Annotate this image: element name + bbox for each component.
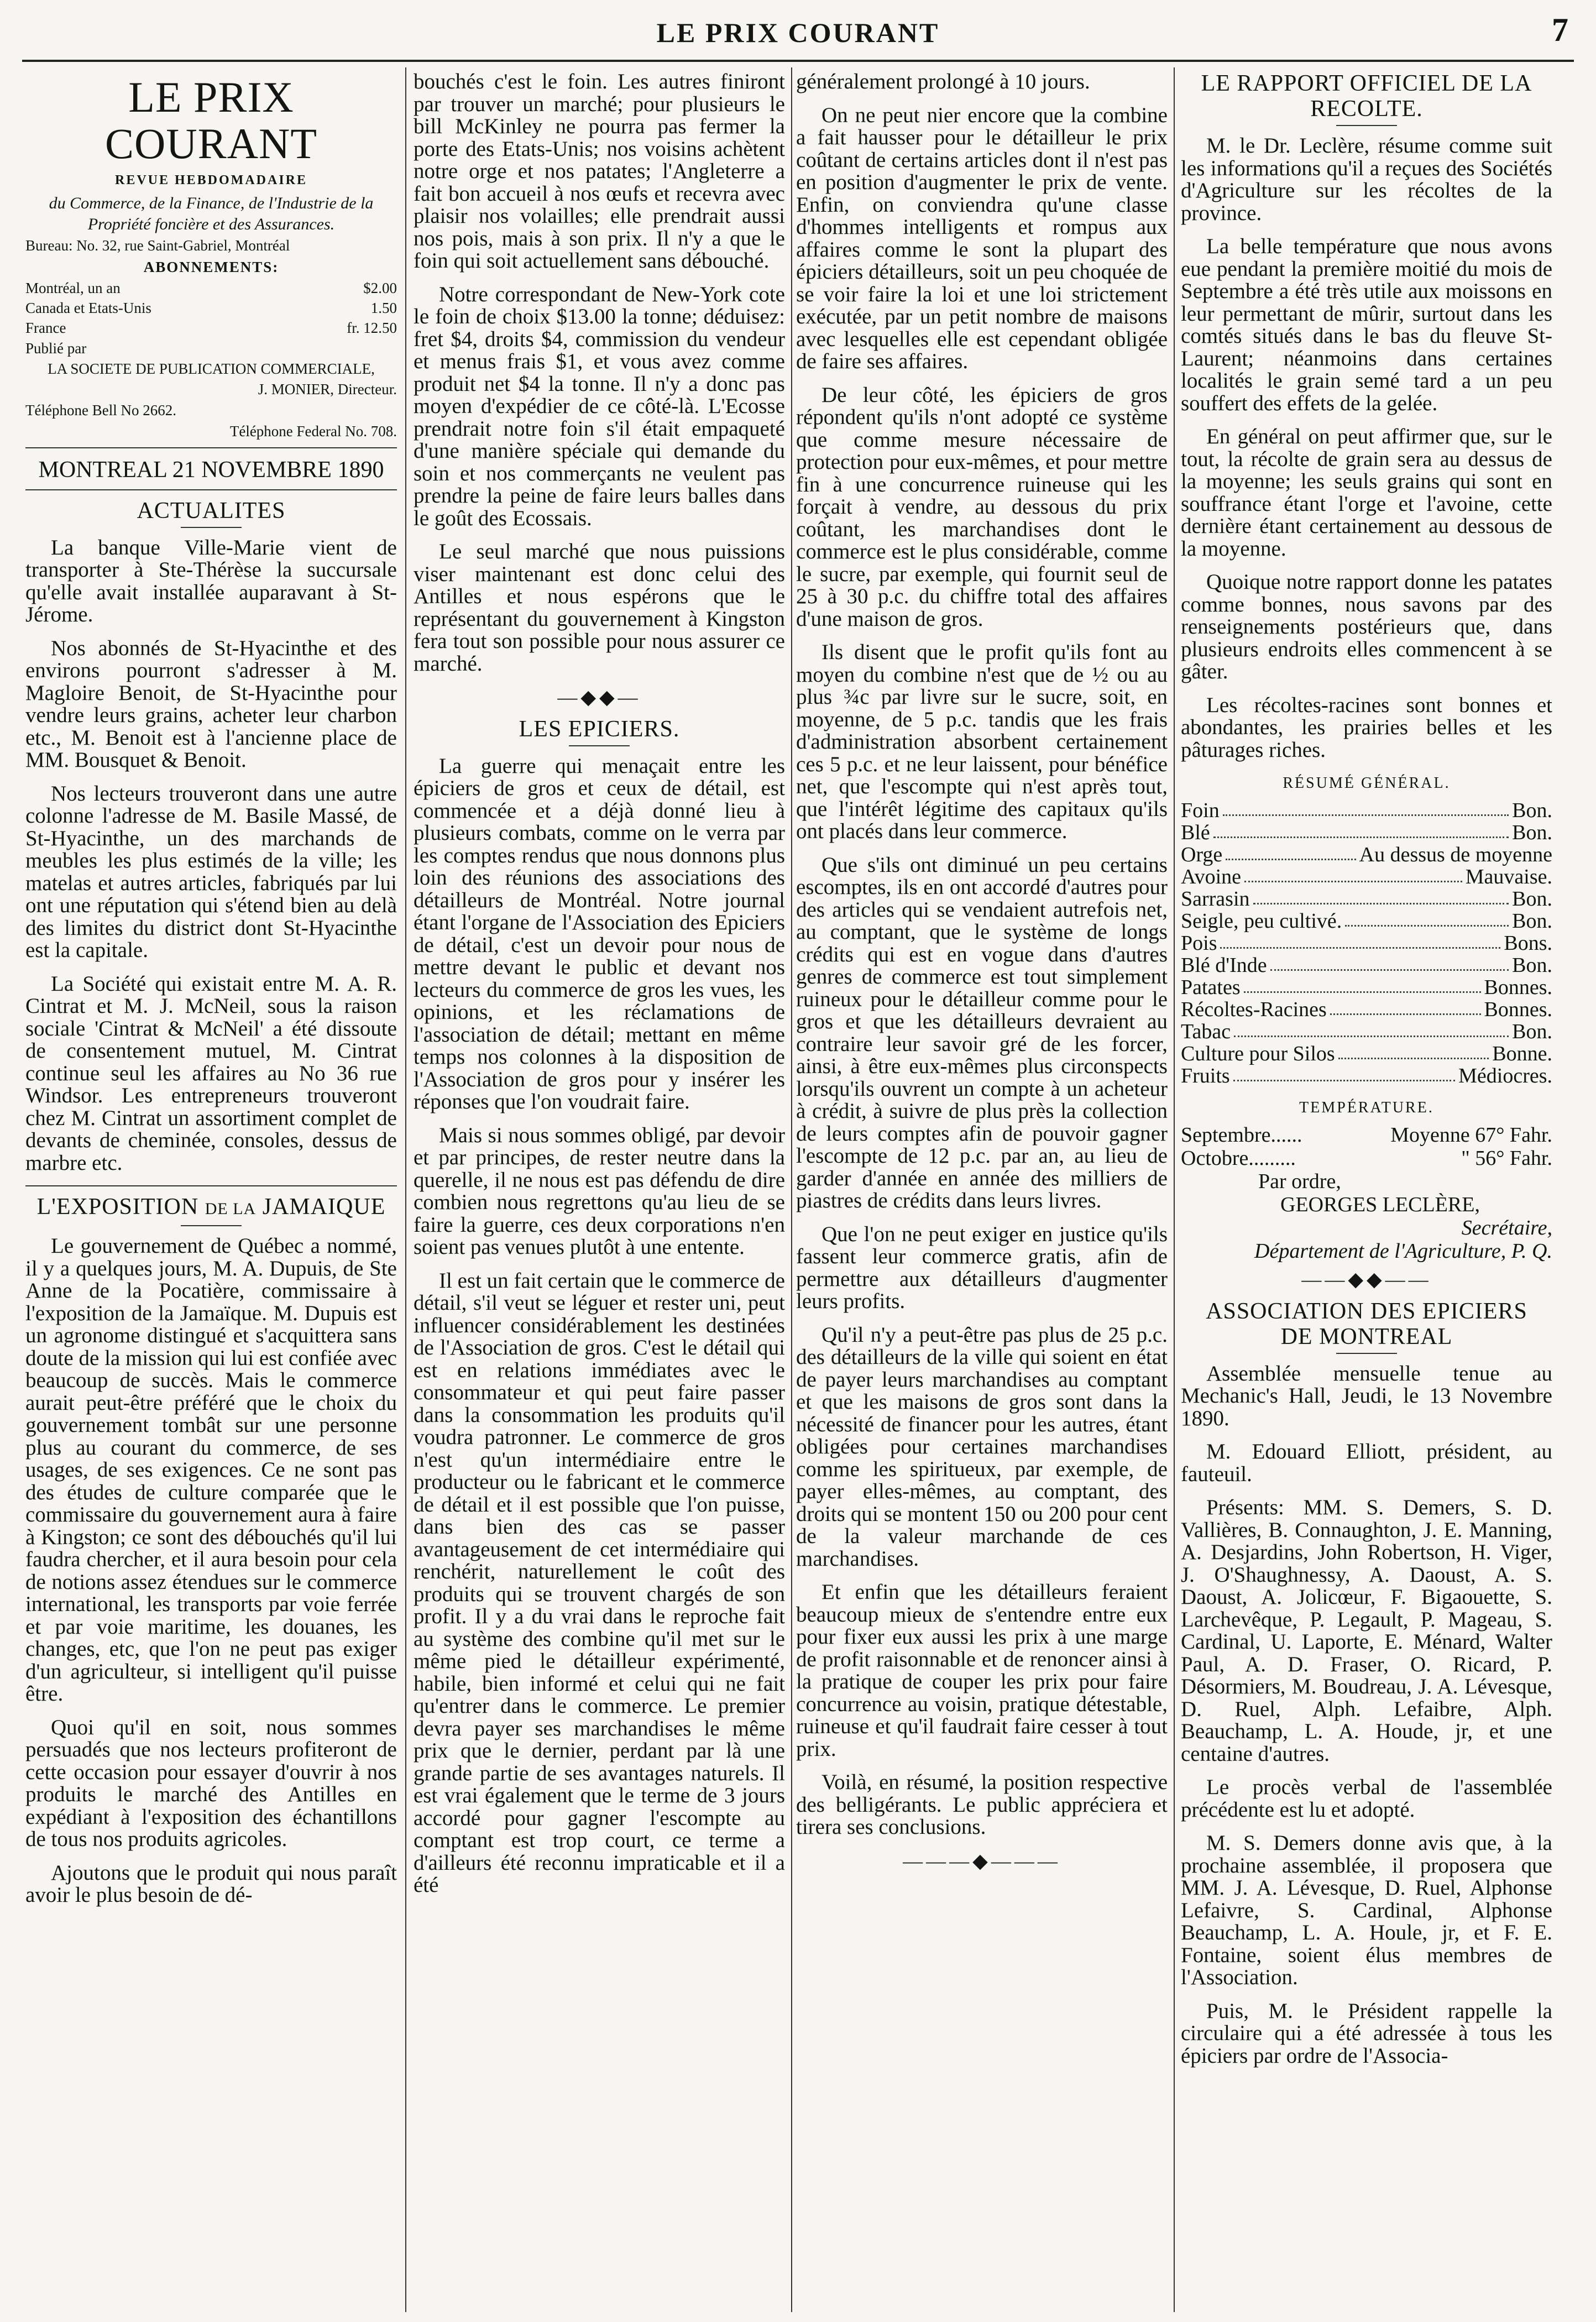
article-paragraph: Puis, M. le Président rappelle la circulaire qui a été adressée à tous les épiciers par ordre de l'Associa- <box>1181 1999 1552 2068</box>
running-head <box>22 7 1574 57</box>
article-paragraph: Mais si nous sommes obligé, par devoir et par principes, de rester neutre dans la querelle, il ne nous est pas défendu de dire combien nous regrettons qu'au lieu de se faire la guerre, ces deux corporations n'en soient pas venues plutôt à une entente. <box>414 1123 785 1259</box>
summary-title: RÉSUMÉ GÉNÉRAL. <box>1283 775 1451 792</box>
crop-summary-row: Pois Bons. <box>1181 931 1552 955</box>
article-paragraph: Que s'ils ont diminué un peu certains escomptes, ils en ont accordé d'autres pour des articles qui se vendaient autrefois net, au comptant, que le système de longs crédits qui est en vogue dans d'autres genres de commerce est tout simplement ruineux pour le détailleur comme pour le gros et que les détailleurs devraient au contraire leur savoir gré de les forcer, ainsi, à être eux-mêmes plus circonspects lorsqu'ils ouvrent un compte à un acheteur à crédit, à suivre de plus près la collection de leurs comptes afin de pouvoir gagner l'escompte de 12 p.c. par an, au lieu de garder d'année en année des milliers de piastres de crédits dans leurs livres. <box>796 853 1168 1212</box>
crop-summary-row: Blé Bon. <box>1181 820 1552 844</box>
section-title-exposition: L'EXPOSITION DE LA JAMAIQUE <box>36 1194 386 1220</box>
crop-summary-row: Tabac Bon. <box>1181 1019 1552 1043</box>
signature-name: GEORGES LECLÈRE, <box>1280 1193 1480 1216</box>
phone-federal: Téléphone Federal No. 708. <box>229 422 397 440</box>
crop-summary-row: Seigle, peu cultivé. Bon. <box>1181 909 1552 933</box>
header-rule <box>22 60 1574 62</box>
article-paragraph: Ils disent que le profit qu'ils font au moyen du combine n'est que de ½ ou au plus ¾c par livre sur le sucre, soit, en moyenne, de 5 p.c. tandis que les frais d'administration absorbent certainement ces 5 p.c. et ne leur laissent, pour bénéfice net, que l'escompte qui n'est après tout, que l'intérêt légitime des capitaux qu'ils ont placés dans leur commerce. <box>796 640 1168 843</box>
article-paragraph: Qu'il n'y a peut-être pas plus de 25 p.c. des détailleurs de la ville qui soient en état de payer leurs marchandises au comptant et que les maisons de gros sont dans la nécessité de financer pour les autres, étant obligées pour certaines marchandises comme les spiritueux, par exemple, de payer elles-mêmes, au comptant, des droits qui se montent 150 ou 200 pour cent de la valeur marchande de ces marchandises. <box>796 1322 1168 1571</box>
article-paragraph: Que l'on ne peut exiger en justice qu'ils fassent leur commerce gratis, afin de permettre aux détailleurs d'augmenter leurs profits. <box>796 1222 1168 1313</box>
article-paragraph: De leur côté, les épiciers de gros répondent qu'ils n'ont adopté ce système que comme mesure nécessaire de protection pour eux-mêmes, et pour mettre fin à une concurrence ruineuse qui les forçait à vendre, au dessous du prix coûtant, les marchandises dont le commerce est le plus considérable, comme le sucre, par exemple, qui fournit seul de 25 à 30 p.c. du chiffre total des affaires d'une maison de gros. <box>796 383 1168 631</box>
article-paragraph: Nos abonnés de St-Hyacinthe et des environs pourront s'adresser à M. Magloire Benoit, de St-Hyacinthe pour vendre leurs grains, acheter leur charbon etc., M. Benoit est à l'ancienne place de MM. Bousquet & Benoit. <box>25 636 397 772</box>
article-paragraph: Et enfin que les détailleurs feraient beaucoup mieux de s'entendre entre eux pour fixer eux aussi les prix à une marge de profit raisonnable et de renoncer ainsi à la pratique de couper les prix pour faire concurrence au voisin, pratique détestable, ruineuse et qu'il faudrait faire cesser à tout prix. <box>796 1580 1168 1761</box>
masthead-tagline: du Commerce, de la Finance, de l'Industrie de la Propriété foncière et des Assurances. <box>49 194 374 233</box>
crop-summary-row: Culture pour Silos Bonne. <box>1181 1042 1552 1065</box>
article-paragraph: Les récoltes-racines sont bonnes et abondantes, les prairies belles et les pâturages riches. <box>1181 693 1552 762</box>
article-paragraph: La guerre qui menaçait entre les épiciers de gros et ceux de détail, est commencée et a déjà donné lieu à plusieurs combats, comme on le verra par les comptes rendus que nous donnons plus loin des réunions des associations des détailleurs de Montréal. Notre journal étant l'organe de l'Association des Epiciers de détail, c'est un devoir pour nous de mettre devant le public et devant nos lecteurs du commerce de gros les vues, les opinions, et les réclamations de l'association de détail; mettant en même temps nos colonnes à la disposition de l'Association de gros pour y insérer les réponses que l'on voudrait faire. <box>414 754 785 1113</box>
rate-row: Canada et Etats-Unis 1.50 <box>25 299 397 316</box>
article-paragraph: Notre correspondant de New-York cote le foin de choix $13.00 la tonne; déduisez: fret $4, droits $4, commission du vendeur et menus frais $1, et vous avez comme produit net $4 la tonne. Il n'y a donc pas moyen d'expédier de ce côté-là. L'Ecosse prendrait notre foin s'il était empaqueté d'une manière spéciale qui demande du soin et nos commerçants ne veulent pas prendre la peine de faire leurs balles dans le goût des Ecossais. <box>414 282 785 530</box>
article-paragraph: Voilà, en résumé, la position respective des belligérants. Le public appréciera et tirera ses conclusions. <box>796 1770 1168 1839</box>
column-4 <box>1181 71 1552 2310</box>
masthead-title: LE PRIX COURANT <box>104 73 317 168</box>
article-paragraph: Il est un fait certain que le commerce de détail, s'il veut se léguer et rester uni, peut influencer considérablement les destinées de l'Association de gros. C'est le détail qui est en relations immédiates avec le consommateur et qui peut faire passer dans la consommation les produits qu'il voudra patronner. Le commerce de gros n'est qu'un intermédiaire entre le producteur ou le fabricant et le commerce de détail et il est possible que l'on puisse, dans bien des cas se passer avantageusement de cet intermédiaire qui renchérit, naturellement le coût des produits qui se trouvent chargés de son profit. Il y a du vrai dans le reproche fait au système des combine qu'il met sur le même pied le détailleur expérimenté, habile, bien informé et celui qui ne fait qu'entrer dans le commerce. Le premier devra payer ses marchandises le même prix que le dernier, perdant par là une grande partie de ses avantages naturels. Il est vrai également que le terme de 3 jours accordé pour gagner l'escompte au comptant est trop court, ce terme a d'ailleurs été reconnu impraticable et il a été <box>414 1268 785 1897</box>
director: J. MONIER, Directeur. <box>258 380 397 398</box>
section-title-rapport: LE RAPPORT OFFICIEL DE LA RECOLTE. <box>1201 71 1532 122</box>
article-paragraph: M. Edouard Elliott, président, au fauteuil. <box>1181 1440 1552 1486</box>
crop-summary-row: Foin Bon. <box>1181 798 1552 822</box>
article-paragraph: Nos lecteurs trouveront dans une autre colonne l'adresse de M. Basile Massé, de St-Hyacinthe, un des marchands de meubles les plus estimés de la ville; les matelas et autres articles, fabriqués par lui ont une réputation qui s'étend bien au delà des limites du district dont St-Hyacinthe est la capitale. <box>25 781 397 962</box>
crop-summary-row: Sarrasin Bon. <box>1181 887 1552 911</box>
crop-summary-row: Blé d'Inde Bon. <box>1181 953 1552 977</box>
crop-summary-row: Patates Bonnes. <box>1181 975 1552 999</box>
article-paragraph: On ne peut nier encore que la combine a fait hausser pour le détailleur le prix coûtant de certains articles dont il n'est pas en position d'augmenter le prix de vente. Enfin, on conviendra qu'une classe d'hommes intelligents et rompus aux affaires comme le sont la plupart des épiciers détailleurs, soit un peu choquée de se voir faire la loi et une loi strictement exécutée, par un petit nombre de maisons avec lesquelles elle est cependant obligée de faire ses affaires. <box>796 103 1168 373</box>
column-rule <box>791 67 792 2312</box>
article-paragraph: Présents: MM. S. Demers, S. D. Vallières, B. Connaughton, J. E. Manning, A. Desjardins, John Robertson, H. Viger, J. O'Shaughnessy, A. Daoust, A. S. Daoust, A. Jolicœur, F. Bigaouette, S. Larchevêque, P. Legault, P. Mageau, S. Cardinal, U. Laporte, E. Ménard, Walter Paul, A. D. Fraser, O. Ricard, P. Désormiers, M. Boudreau, J. A. Lévesque, D. Ruel, Alph. Lefaibre, Alph. Beauchamp, L. A. Houde, jr, et une centaine d'autres. <box>1181 1495 1552 1766</box>
article-paragraph: La belle température que nous avons eue pendant la première moitié du mois de Septembre a été très utile aux moissons en leur permettant de mûrir, surtout dans les comtés situés dans le bas du fleuve St-Laurent; néanmoins dans certaines localités le grain semé tard a un peu souffert des effets de la gelée. <box>1181 234 1552 415</box>
dateline: MONTREAL 21 NOVEMBRE 1890 <box>38 457 384 483</box>
crop-summary-list <box>1181 799 1552 1087</box>
ornament-divider: ———◆——— <box>903 1849 1061 1872</box>
article-paragraph: généralement prolongé à 10 jours. <box>796 71 1090 93</box>
masthead-subtitle: REVUE HEBDOMADAIRE <box>114 173 308 187</box>
article-paragraph: M. S. Demers donne avis que, à la prochaine assemblée, il proposera que MM. J. A. Lévesque, D. Ruel, Alphonse Lefaivre, S. Cardinal, Alphonse Beauchamp, L. A. Houle, jr, et F. E. Fontaine, soient élus membres de l'Association. <box>1181 1831 1552 1989</box>
section-title-epiciers: LES EPICIERS. <box>519 716 680 742</box>
article-paragraph: bouchés c'est le foin. Les autres finiront par trouver un marché; pour plusieurs le bill McKinley ne pourra pas fermer la porte des Etats-Unis; nos voisins achètent notre orge et nos patates; l'Angleterre a fait bon accueil à nos œufs et recevra avec plaisir nos volailles; elle prendrait aussi nos pois, mais à son prix. Il n'y a que le foin qui soit actuellement sans débouché. <box>414 71 785 273</box>
column-1 <box>25 71 397 2310</box>
rate-row: France fr. 12.50 <box>25 319 397 336</box>
article-paragraph: Le seul marché que nous puissions viser maintenant est donc celui des Antilles et nous espérons que le représentant du gouvernement à Kingston fera tout son possible pour nous assurer ce marché. <box>414 540 785 676</box>
column-rule <box>1174 67 1175 2312</box>
ornament-divider: —◆◆— <box>557 686 641 708</box>
temperature-row: Septembre...... Moyenne 67° Fahr. <box>1181 1123 1552 1147</box>
article-paragraph: Le procès verbal de l'assemblée précédente est lu et adopté. <box>1181 1775 1552 1822</box>
column-3 <box>796 71 1168 2310</box>
crop-summary-row: Récoltes-Racines Bonnes. <box>1181 997 1552 1021</box>
running-title: LE PRIX COURANT <box>656 17 940 48</box>
temperature-row: Octobre......... " 56° Fahr. <box>1181 1147 1552 1170</box>
signature-order: Par ordre, <box>1258 1170 1341 1193</box>
rate-row: Montréal, un an $2.00 <box>25 279 397 296</box>
published-by: Publié par <box>25 339 87 357</box>
article-paragraph: Le gouvernement de Québec a nommé, il y a quelques jours, M. A. Dupuis, de Ste Anne de la Pocatière, commissaire à l'exposition de la Jamaïque. M. Dupuis est un agronome distingué et s'acquittera sans doute de la mission qui lui est confiée avec beaucoup de succès. Mais le commerce aurait peut-être préféré que le choix du gouvernement tombât sur une personne plus au courant du commerce, de ses usages, de ses exigences. Ce ne sont pas des études de culture comparée que le commissaire du gouvernement aura à faire à Kingston; ce sont des débouchés qu'il lui faudra chercher, et il aura besoin pour cela de notions assez étendues sur le commerce international, les transports par voie ferrée et par voie maritime, les douanes, les changes, etc, que l'on ne peut pas exiger d'un agriculteur, si intelligent qu'il puisse être. <box>25 1234 397 1706</box>
publisher: LA SOCIETE DE PUBLICATION COMMERCIALE, <box>48 360 375 377</box>
article-paragraph: Quoi qu'il en soit, nous sommes persuadés que nos lecteurs profiteront de cette occasion pour essayer d'ouvrir à nos produits le marché des Antilles en expédiant à l'exposition des échantillons de tous nos produits agricoles. <box>25 1715 397 1851</box>
column-rule <box>405 67 406 2312</box>
article-paragraph: La Société qui existait entre M. A. R. Cintrat et M. J. McNeil, sous la raison sociale 'Cintrat & McNeil' a été dissoute de consentement mutuel, M. Cintrat continue seul les affaires au No 36 rue Windsor. Les entrepreneurs trouveront chez M. Cintrat un assortiment complet de devants de cheminée, consoles, dessus de marbre etc. <box>25 971 397 1175</box>
section-title-association: ASSOCIATION DES EPICIERS DE MONTREAL <box>1206 1298 1527 1350</box>
section-title-actualites: ACTUALITES <box>137 498 286 524</box>
page-number: 7 <box>1552 12 1568 48</box>
crop-summary-row: Fruits Médiocres. <box>1181 1064 1552 1087</box>
article-paragraph: La banque Ville-Marie vient de transporter à Ste-Thérèse la succursale qu'elle avait installée auparavant à St-Jérome. <box>25 535 397 626</box>
masthead-bureau: Bureau: No. 32, rue Saint-Gabriel, Montréal <box>25 237 290 254</box>
column-2 <box>414 71 785 2310</box>
signature-role: Secrétaire, <box>1461 1216 1552 1240</box>
article-paragraph: En général on peut affirmer que, sur le tout, la récolte de grain sera au dessus de la moyenne; les seuls grains qui sont en souffrance étant l'orge et l'avoine, cette dernière étant certainement au dessous de la moyenne. <box>1181 425 1552 561</box>
article-paragraph: M. le Dr. Leclère, résume comme suit les informations qu'il a reçues des Sociétés d'Agriculture sur les récoltes de la province. <box>1181 134 1552 225</box>
temperature-title: TEMPÉRATURE. <box>1299 1099 1434 1116</box>
signature-department: Département de l'Agriculture, P. Q. <box>1254 1240 1552 1263</box>
subscriptions-label: ABONNEMENTS: <box>143 258 279 275</box>
article-paragraph: Ajoutons que le produit qui nous paraît avoir le plus besoin de dé- <box>25 1860 397 1907</box>
article-paragraph: Quoique notre rapport donne les patates comme bonnes, nous savons par des renseignements postérieurs que, dans plusieurs endroits elles commencent à se gâter. <box>1181 570 1552 683</box>
crop-summary-row: Orge Au dessus de moyenne <box>1181 843 1552 866</box>
crop-summary-row: Avoine Mauvaise. <box>1181 865 1552 888</box>
phone-bell: Téléphone Bell No 2662. <box>25 401 176 419</box>
article-paragraph: Assemblée mensuelle tenue au Mechanic's Hall, Jeudi, le 13 Novembre 1890. <box>1181 1361 1552 1430</box>
ornament-divider: ——◆◆—— <box>1301 1268 1432 1290</box>
